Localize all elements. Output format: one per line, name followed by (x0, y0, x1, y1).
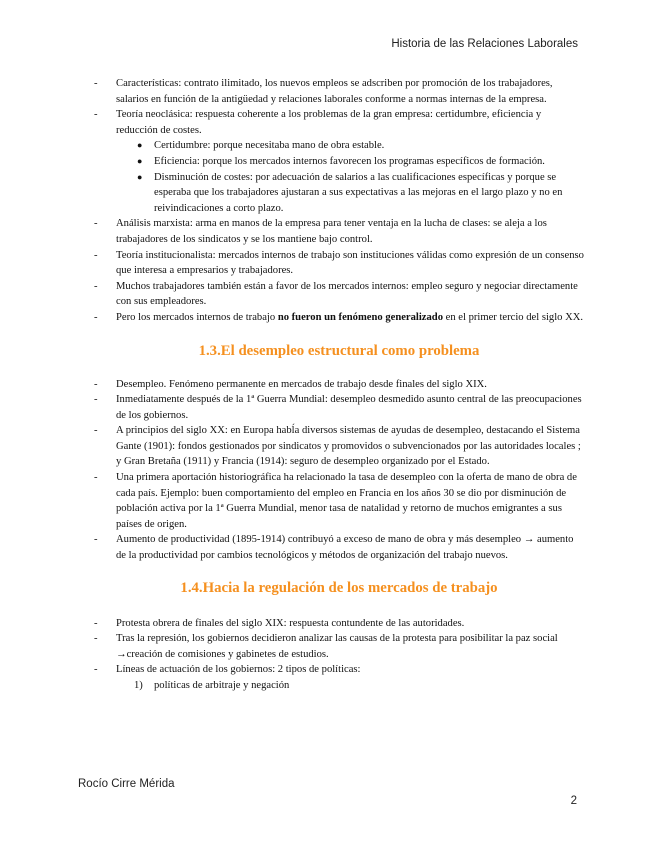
list-item: - Protesta obrera de finales del siglo XIX: respuesta contundente de las autoridades. (94, 617, 465, 629)
list-item: - A principios del siglo XX: en Europa habĺa diversos sistemas de ayudas de desempleo, destacando el Sistema Gante (1901): fondos gestionados por sindicatos y promovidos o subvencionados por las autoridades locales ; y Gran Bretaña (1911) y Francia (1914): seguro de desempleo organizado por el Estado. (94, 425, 581, 468)
list-item: - Teoría neoclásica: respuesta coherente a los problemas de la gran empresa: certidumbre, eficiencia y reducción de costes. (94, 109, 542, 136)
section-heading-1-3: 1.3.El desempleo estructural como problema (198, 342, 480, 359)
list-item: - Aumento de productividad (1895-1914) contribuyó a exceso de mano de obra y más desempleo → aumento de la productividad por cambios tecnológicos y métodos de organización del trabajo nuevos. (94, 534, 574, 562)
list-item: - Una primera aportación historiográfica ha relacionado la tasa de desempleo con la oferta de mano de obra de cada país. Ejemplo: buen comportamiento del empleo en Francia en los años 30 se dio por disminución de población activa por la 1ª Guerra Mundial, menor tasa de natalidad y retorno de muchos emigrantes a sus países de origen. (94, 472, 577, 530)
bullet-item: ● Eficiencia: porque los mercados internos favorecen los programas específicos de formación. (94, 154, 584, 170)
list-item: - Inmediatamente después de la 1ª Guerra Mundial: desempleo desmedido asunto central de las preocupaciones de los gobiernos. (94, 394, 582, 421)
bullet-icon: ● (137, 140, 143, 151)
list-item: - Teoría institucionalista: mercados internos de trabajo son instituciones válidas como expresión de un consenso que interesa a empresarios y trabajadores. (94, 249, 584, 277)
bullet-item: ● Certidumbre: porque necesitaba mano de obra estable. (94, 138, 584, 154)
page-number: 2 (570, 795, 577, 807)
list-item: - Desempleo. Fenómeno permanente en mercados de trabajo desde finales del siglo XIX. (94, 378, 487, 390)
list-item: - Tras la represión, los gobiernos decidieron analizar las causas de la protesta para posibilitar la paz social →creación de comisiones y gabinetes de estudios. (94, 633, 558, 660)
section-heading-1-4: 1.4.Hacia la regulación de los mercados de trabajo (180, 579, 498, 596)
page-body (94, 76, 584, 694)
bullet-icon: ● (137, 171, 143, 182)
footer-author: Rocío Cirre Mérida (78, 778, 175, 790)
numbered-item: 1) políticas de arbitraje y negación (134, 680, 290, 691)
list-item: - Características: contrato ilimitado, los nuevos empleos se adscriben por promoción de los trabajadores, salarios en función de la antigüedad y relaciones laborales conforme a normas internas de la empresa. (94, 78, 553, 105)
list-item: - Pero los mercados internos de trabajo no fueron un fenómeno generalizado en el primer tercio del siglo XX. (94, 311, 584, 323)
emphasis-text: no fueron un fenómeno generalizado (277, 311, 443, 323)
list-item: - Muchos trabajadores también están a favor de los mercados internos: empleo seguro y negociar directamente con sus empleadores. (94, 280, 578, 308)
bullet-item: ● Disminución de costes: por adecuación de salarios a las cualificaciones específicas y porque se esperaba que los trabajadores ajustaran a sus expectativas a las mejoras en el largo plazo y no en reivindicaciones a corto plazo. (137, 171, 563, 214)
list-item: - Líneas de actuación de los gobiernos: 2 tipos de políticas: (94, 664, 361, 676)
running-header: Historia de las Relaciones Laborales (391, 38, 578, 50)
list-item: - Análisis marxista: arma en manos de la empresa para tener ventaja en la lucha de clases: se aleja a los trabajadores de los sindicatos y se los mantiene bajo control. (94, 218, 547, 245)
bullet-icon: ● (137, 155, 143, 166)
